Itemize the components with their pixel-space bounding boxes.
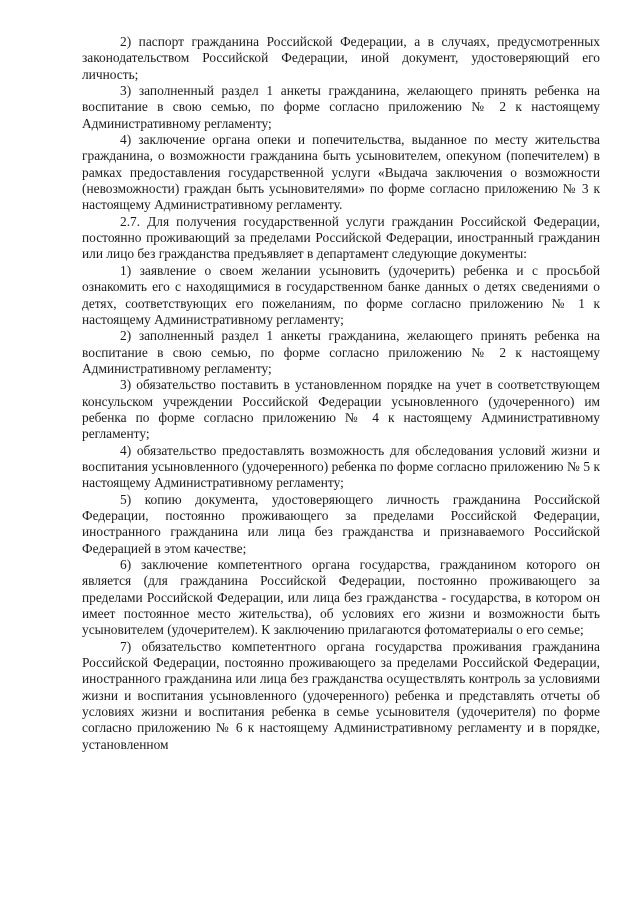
paragraph-section-2-7: 2.7. Для получения государственной услуги гражданин Российской Федерации, постоянно проживающий за пределами Российской Федерации, иностранный гражданин или лицо без гражданства предъявляет в департамент следующие документы: (82, 213, 600, 262)
paragraph-item-3-consular-registration: 3) обязательство поставить в установленном порядке на учет в соответствующем консульском учреждении Российской Федерации усыновленного (удочеренного) им ребенка по форме согласно приложению № 4 к настоящему Административному регламенту; (82, 377, 600, 442)
paragraph-item-7-control-obligation: 7) обязательство компетентного органа государства проживания гражданина Российской Федерации, постоянно проживающего за пределами Российской Федерации, иностранного гражданина или лица без гражданства осуществлять контроль за условиями жизни и воспитания усыновленного (удочеренного) ребенка и представлять отчеты об условиях жизни и воспитания ребенка в семье усыновителя (удочерителя) по форме согласно приложению № 6 к настоящему Административному регламенту и в порядке, установленном (82, 638, 600, 752)
document-page (82, 34, 600, 753)
paragraph-item-6-competent-authority-conclusion: 6) заключение компетентного органа государства, гражданином которого он является (для гражданина Российской Федерации, постоянно проживающего за пределами Российской Федерации, или лица без гражданства - государства, в котором он имеет постоянное место жительства), об условиях его жизни и возможности быть усыновителем (удочерителем). К заключению прилагаются фотоматериалы о его семье; (82, 557, 600, 638)
paragraph-item-2-questionnaire: 2) заполненный раздел 1 анкеты гражданина, желающего принять ребенка на воспитание в свою семью, по форме согласно приложению № 2 к настоящему Административному регламенту; (82, 328, 600, 376)
paragraph-item-5-identity-copy: 5) копию документа, удостоверяющего личность гражданина Российской Федерации, постоянно проживающего за пределами Российской Федерации, иностранного гражданина или лица без гражданства и признаваемого Российской Федерацией в этом качестве; (82, 491, 600, 556)
paragraph-item-3-questionnaire: 3) заполненный раздел 1 анкеты гражданина, желающего принять ребенка на воспитание в свою семью, по форме согласно приложению № 2 к настоящему Административному регламенту; (82, 83, 600, 131)
paragraph-item-4-guardianship-conclusion: 4) заключение органа опеки и попечительства, выданное по месту жительства гражданина, о возможности гражданина быть усыновителем, опекуном (попечителем) в рамках предоставления государственной услуги «Выдача заключения о возможности (невозможности) граждан быть усыновителями» по форме согласно приложению № 3 к настоящему Административному регламенту. (82, 132, 600, 213)
paragraph-item-1-application: 1) заявление о своем желании усыновить (удочерить) ребенка и с просьбой ознакомить его с находящимися в государственном банке данных о детях сведениями о детях, соответствующих его пожеланиям, по форме согласно приложению № 1 к настоящему Административному регламенту; (82, 262, 600, 327)
paragraph-item-2-passport: 2) паспорт гражданина Российской Федерации, а в случаях, предусмотренных законодательством Российской Федерации, иной документ, удостоверяющий его личность; (82, 34, 600, 82)
paragraph-item-4-inspection-obligation: 4) обязательство предоставлять возможность для обследования условий жизни и воспитания усыновленного (удочеренного) ребенка по форме согласно приложению № 5 к настоящему Административному регламенту; (82, 442, 600, 491)
